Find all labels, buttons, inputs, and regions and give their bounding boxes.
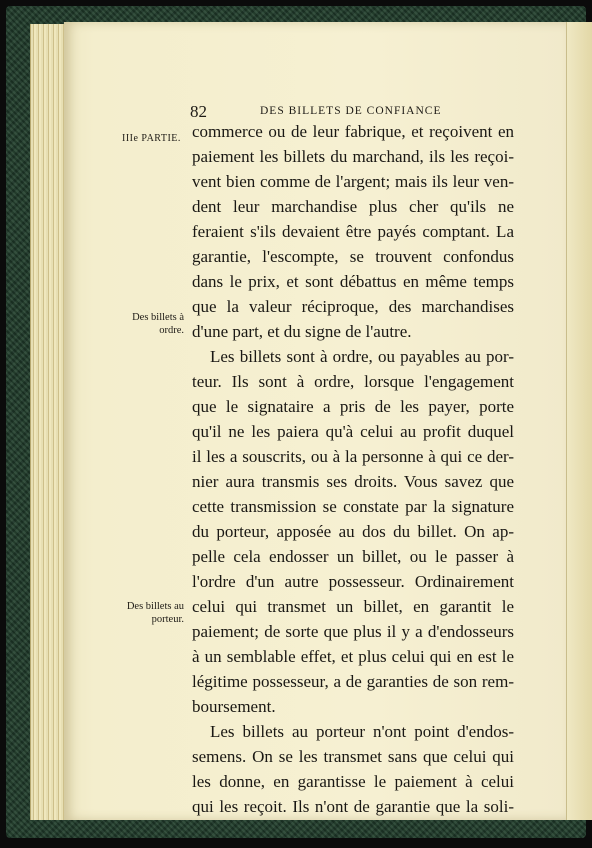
text-line: teur. Ils sont à ordre, lorsque l'engagement — [192, 372, 514, 391]
page-edges-left — [30, 24, 67, 820]
text-line: celui qui transmet un billet, en garantit le — [192, 597, 514, 616]
text-line: Les billets sont à ordre, ou payables au por- — [210, 347, 514, 366]
text-line: dent leur marchandise plus cher qu'ils ne — [192, 197, 514, 216]
text-line: du porteur, apposée au dos du billet. On ap- — [192, 522, 514, 541]
text-line: que le signataire a pris de les payer, porte — [192, 397, 514, 416]
running-title: DES BILLETS DE CONFIANCE — [260, 105, 442, 117]
text-line: nier aura transmis ses droits. Vous savez que — [192, 472, 514, 491]
margin-note-line: Des billets à — [132, 312, 184, 323]
text-line: semens. On se les transmet sans que celui qui — [192, 747, 514, 766]
margin-note-billets-au-porteur — [120, 600, 184, 626]
text-line: d'une part, et du signe de l'autre. — [192, 322, 412, 341]
text-line: cette transmission se constate par la signature — [192, 497, 514, 516]
text-line: vent bien comme de l'argent; mais ils leur ven- — [192, 172, 514, 191]
text-line: à un semblable effet, et plus celui qui en est le — [192, 647, 514, 666]
text-line: commerce ou de leur fabrique, et reçoivent en — [192, 122, 514, 141]
text-line: légitime possesseur, a de garanties de son rem- — [192, 672, 514, 691]
margin-note-billets-a-ordre — [120, 311, 184, 337]
text-line: l'ordre d'un autre possesseur. Ordinairement — [192, 572, 514, 591]
margin-note-line: porteur. — [151, 614, 184, 625]
body-text — [192, 119, 514, 819]
text-line: dans le prix, et sont débattus en même temps — [192, 272, 514, 291]
text-line: boursement. — [192, 697, 276, 716]
text-line: Les billets au porteur n'ont point d'endos- — [210, 722, 514, 741]
facing-page-edge — [566, 22, 592, 820]
margin-note-line: Des billets au — [126, 601, 184, 612]
part-label: IIIe PARTIE. — [122, 133, 181, 144]
text-line: que la valeur réciproque, des marchandises — [192, 297, 514, 316]
page-number: 82 — [190, 102, 207, 121]
text-line: pelle cela endosser un billet, ou le passer à — [192, 547, 514, 566]
text-line: paiement; de sorte que plus il y a d'endosseurs — [192, 622, 514, 641]
text-line: paiement les billets du marchand, ils les reçoi- — [192, 147, 514, 166]
text-line: qui les reçoit. Ils n'ont de garantie que la soli- — [192, 797, 514, 816]
text-line: qu'il ne les paiera qu'à celui au profit duquel — [192, 422, 514, 441]
margin-note-line: ordre. — [159, 325, 184, 336]
text-line: les donne, en garantisse le paiement à celui — [192, 772, 514, 791]
text-line: garantie, l'escompte, se trouvent confondus — [192, 247, 514, 266]
text-line: feraient s'ils devaient être payés comptant. La — [192, 222, 514, 241]
text-line: il les a souscrits, ou à la personne à qui ce der- — [192, 447, 514, 466]
